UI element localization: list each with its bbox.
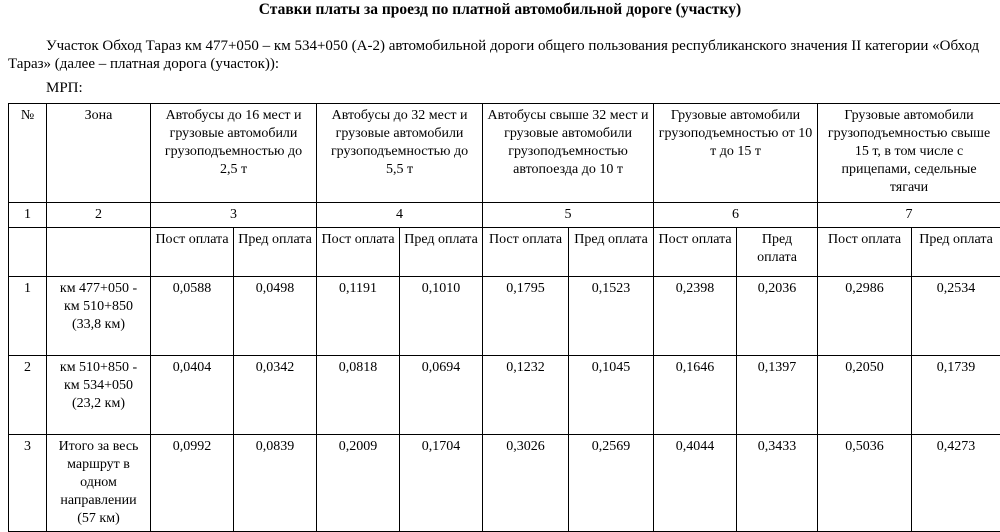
post-payment-label: Пост оплата [654,228,737,277]
pre-payment-label: Пред оплата [912,228,1000,277]
rate-value: 0,2569 [569,435,654,532]
column-index: 6 [654,203,818,228]
intro-paragraph: Участок Обход Тараз км 477+050 – км 534+050 (А-2) автомобильной дороги общего пользования республиканского значения II категории «Обход Тараз» (далее – платная дорога (участок)): [8,37,993,73]
table-row [9,277,1000,356]
post-payment-label: Пост оплата [151,228,234,277]
column-index-row [9,203,1000,228]
rate-value: 0,1739 [912,356,1000,435]
column-index: 7 [818,203,1000,228]
rate-value: 0,2036 [737,277,818,356]
column-index: 1 [9,203,47,228]
rate-value: 0,2986 [818,277,912,356]
header-category-4: Автобусы до 32 мест и грузовые автомобили грузоподъемностью до 5,5 т [317,104,483,203]
row-zone: км 477+050 - км 510+850 (33,8 км) [47,277,151,356]
header-num: № [9,104,47,203]
table-row [9,435,1000,532]
post-payment-label: Пост оплата [818,228,912,277]
rate-value: 0,3433 [737,435,818,532]
header-category-6: Грузовые автомобили грузоподъемностью от 10 т до 15 т [654,104,818,203]
rate-value: 0,0342 [234,356,317,435]
row-num: 2 [9,356,47,435]
mrp-label: МРП: [46,79,83,97]
rate-value: 0,1045 [569,356,654,435]
rate-value: 0,0818 [317,356,400,435]
rate-value: 0,1795 [483,277,569,356]
rate-value: 0,2534 [912,277,1000,356]
pre-payment-label: Пред оплата [234,228,317,277]
rate-value: 0,1191 [317,277,400,356]
rate-value: 0,1010 [400,277,483,356]
toll-rates-table [8,103,1000,532]
empty-cell [47,228,151,277]
empty-cell [9,228,47,277]
rate-value: 0,0498 [234,277,317,356]
rate-value: 0,4273 [912,435,1000,532]
rate-value: 0,2398 [654,277,737,356]
rate-value: 0,0588 [151,277,234,356]
row-num: 3 [9,435,47,532]
table-row [9,356,1000,435]
rate-value: 0,0992 [151,435,234,532]
header-category-3: Автобусы до 16 мест и грузовые автомобили грузоподъемностью до 2,5 т [151,104,317,203]
rate-value: 0,1232 [483,356,569,435]
column-index: 2 [47,203,151,228]
pre-payment-label: Пред оплата [400,228,483,277]
row-zone: Итого за весь маршрут в одном направлении (57 км) [47,435,151,532]
header-category-5: Автобусы свыше 32 мест и грузовые автомобили грузоподъемностью автопоезда до 10 т [483,104,654,203]
rate-value: 0,0694 [400,356,483,435]
pre-payment-label: Пред оплата [569,228,654,277]
column-index: 4 [317,203,483,228]
rate-value: 0,2050 [818,356,912,435]
rate-value: 0,4044 [654,435,737,532]
post-payment-label: Пост оплата [483,228,569,277]
header-row [9,104,1000,203]
rate-value: 0,1397 [737,356,818,435]
rate-value: 0,0404 [151,356,234,435]
post-payment-label: Пост оплата [317,228,400,277]
document-title: Ставки платы за проезд по платной автомобильной дороге (участку) [0,0,1000,20]
payment-type-row [9,228,1000,277]
rate-value: 0,1646 [654,356,737,435]
column-index: 3 [151,203,317,228]
row-num: 1 [9,277,47,356]
pre-payment-label: Пред оплата [737,228,818,277]
rate-value: 0,5036 [818,435,912,532]
rate-value: 0,0839 [234,435,317,532]
rate-value: 0,2009 [317,435,400,532]
column-index: 5 [483,203,654,228]
rate-value: 0,1704 [400,435,483,532]
header-zone: Зона [47,104,151,203]
rate-value: 0,1523 [569,277,654,356]
row-zone: км 510+850 - км 534+050 (23,2 км) [47,356,151,435]
rate-value: 0,3026 [483,435,569,532]
header-category-7: Грузовые автомобили грузоподъемностью свыше 15 т, в том числе с прицепами, седельные тягачи [818,104,1000,203]
